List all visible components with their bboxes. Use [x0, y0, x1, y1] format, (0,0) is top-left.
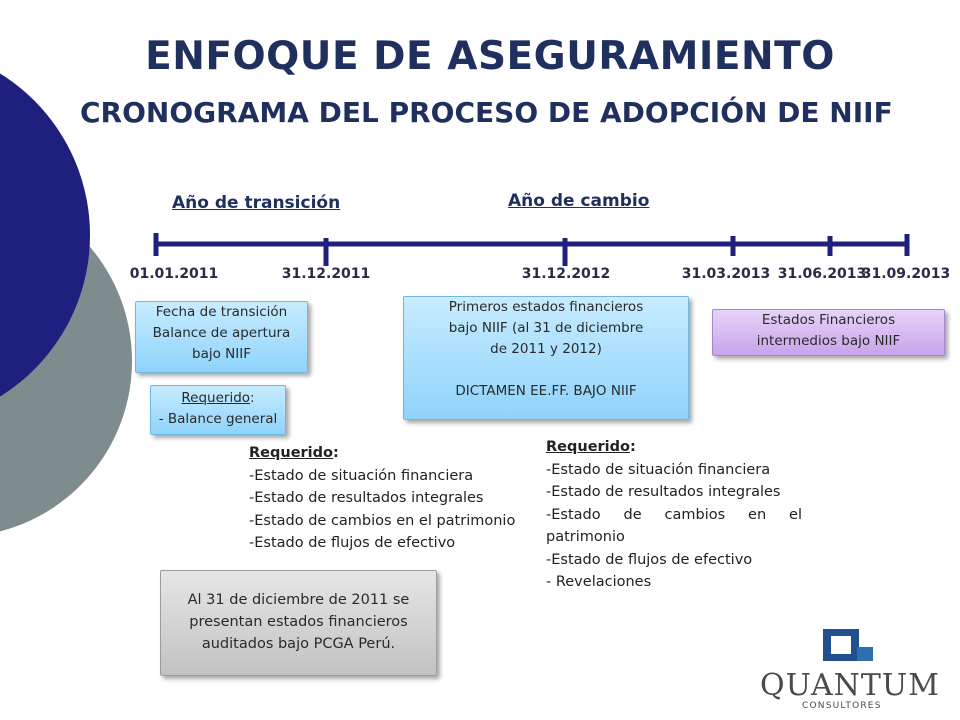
box-line: bajo NIIF (al 31 de diciembre — [448, 320, 644, 336]
requerido-label: Requerido — [546, 439, 630, 455]
timeline-date: 31.12.2011 — [281, 266, 371, 282]
timeline-date: 31.09.2013 — [861, 266, 951, 282]
box-line: de 2011 y 2012) — [490, 341, 602, 357]
primeros-estados-box — [403, 296, 689, 420]
list-item: -Estado de situación financiera — [249, 467, 474, 484]
box-line: presentan estados financieros — [189, 614, 408, 630]
list-item: -Estado de flujos de efectivo — [546, 551, 753, 568]
requerido-colon: : — [250, 390, 255, 406]
timeline-date: 01.01.2011 — [129, 266, 219, 282]
logo-tagline: CONSULTORES — [802, 701, 882, 711]
quantum-logo-icon — [819, 627, 877, 663]
page-subtitle: CRONOGRAMA DEL PROCESO DE ADOPCIÓN DE NIIF — [80, 96, 893, 129]
requerido-2011-list — [249, 442, 539, 555]
timeline-date: 31.06.2013 — [777, 266, 867, 282]
box-line: - Balance general — [158, 411, 278, 427]
requerido-balance-box — [150, 385, 286, 435]
box-line: Estados Financieros — [761, 312, 896, 328]
list-item: -Estado de cambios en el patrimonio — [249, 512, 516, 529]
list-item: -Estado de resultados integrales — [546, 484, 781, 500]
box-line: auditados bajo PCGA Perú. — [201, 636, 396, 652]
list-item: -Estado de situación financiera — [546, 461, 771, 478]
requerido-label: Requerido — [181, 390, 251, 406]
box-line: Al 31 de diciembre de 2011 se — [187, 592, 410, 608]
requerido-colon: : — [333, 445, 339, 461]
page-title: ENFOQUE DE ASEGURAMIENTO — [145, 34, 835, 79]
box-spacer — [428, 360, 664, 381]
requerido-heading — [546, 436, 802, 459]
timeline-date: 31.03.2013 — [681, 266, 771, 282]
box-line: Balance de apertura — [152, 325, 291, 341]
dictamen-niif-line: DICTAMEN EE.FF. BAJO NIIF — [455, 383, 637, 399]
box-line: bajo NIIF — [192, 346, 251, 362]
fecha-transicion-box — [135, 301, 308, 373]
box-line — [153, 388, 283, 409]
requerido-colon: : — [630, 439, 636, 455]
period-label-cambio: Año de cambio — [508, 191, 650, 211]
list-item: -Estado de flujos de efectivo — [249, 535, 456, 551]
list-item: -Estado de cambios en el — [546, 506, 802, 523]
logo-wordmark: QUANTUM — [760, 668, 940, 703]
timeline-date: 31.12.2012 — [521, 266, 611, 282]
box-line: Fecha de transición — [155, 304, 288, 320]
estados-intermedios-box — [712, 309, 945, 356]
requerido-label: Requerido — [249, 445, 333, 461]
box-line: Primeros estados financieros — [448, 299, 644, 315]
dictamen-pcga-box — [160, 570, 437, 676]
requerido-heading — [249, 442, 539, 465]
list-item: patrimonio — [546, 529, 625, 545]
requerido-2012-list — [546, 436, 802, 594]
timeline — [150, 228, 920, 268]
period-label-transicion: Año de transición — [172, 193, 341, 213]
list-item: - Revelaciones — [546, 574, 652, 590]
list-item: -Estado de resultados integrales — [249, 490, 484, 506]
box-line: intermedios bajo NIIF — [756, 333, 901, 349]
